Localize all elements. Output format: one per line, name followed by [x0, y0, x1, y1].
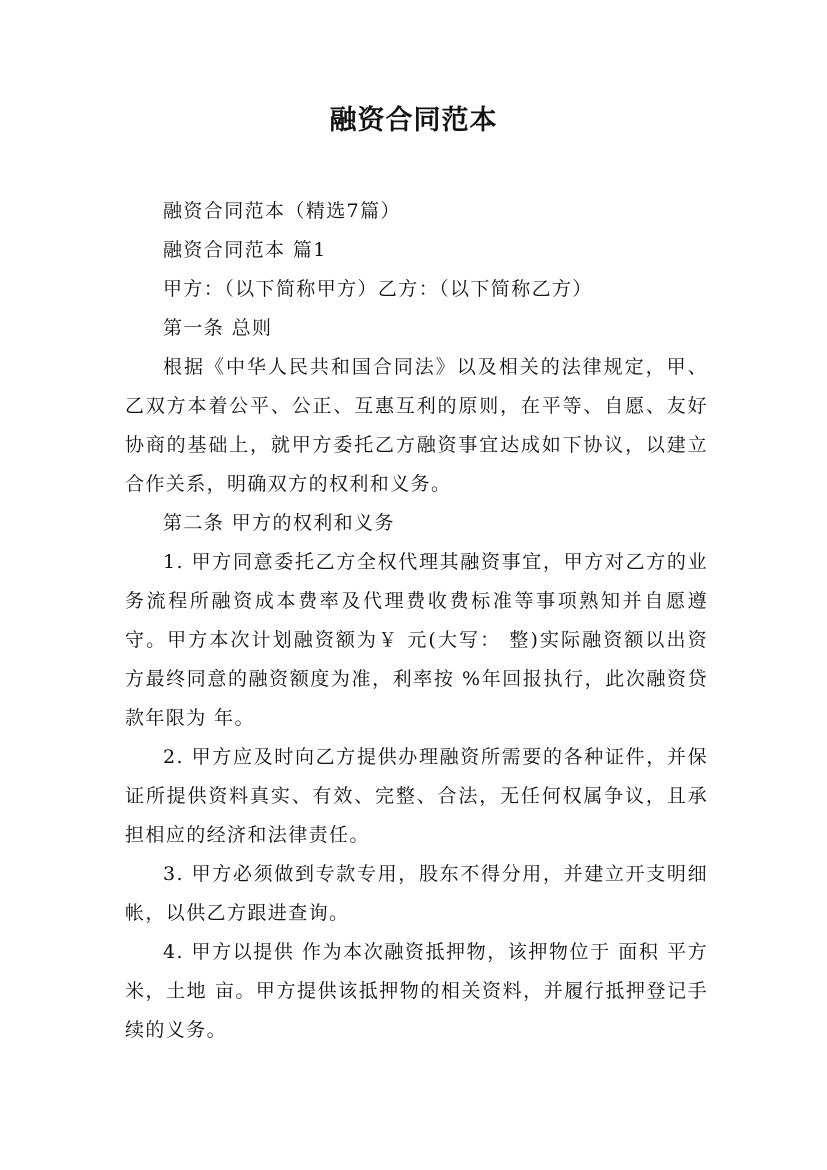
paragraph-parties: 甲方：（以下简称甲方）乙方：（以下简称乙方） — [163, 278, 593, 300]
document-body — [125, 192, 708, 1050]
paragraph-clause-2: 2. 甲方应及时向乙方提供办理融资所需要的各种证件，并保证所提供资料真实、有效、完整、合法，无任何权属争议，且承担相应的经济和法律责任。 — [125, 746, 708, 846]
document-title: 融资合同范本 — [329, 105, 498, 136]
paragraph-clause-1: 1. 甲方同意委托乙方全权代理其融资事宜，甲方对乙方的业务流程所融资成本费率及代理费收费标准等事项熟知并自愿遵守。甲方本次计划融资额为￥ 元(大写： 整)实际融资额以出资方最终同意的融资额度为准，利率按 %年回报执行，此次融资贷款年限为 年。 — [125, 551, 708, 729]
paragraph-section-heading: 融资合同范本 篇1 — [163, 239, 327, 261]
paragraph-clause-4: 4. 甲方以提供 作为本次融资抵押物，该押物位于 面积 平方米，土地 亩。甲方提供该抵押物的相关资料，并履行抵押登记手续的义务。 — [125, 941, 708, 1041]
paragraph-subtitle: 融资合同范本（精选7篇） — [163, 200, 401, 222]
paragraph-article-1-heading: 第一条 总则 — [163, 317, 273, 339]
paragraph-article-1-body: 根据《中华人民共和国合同法》以及相关的法律规定，甲、乙双方本着公平、公正、互惠互利的原则，在平等、自愿、友好协商的基础上，就甲方委托乙方融资事宜达成如下协议，以建立合作关系，明确双方的权利和义务。 — [125, 356, 708, 495]
paragraph-clause-3: 3. 甲方必须做到专款专用，股东不得分用，并建立开支明细帐，以供乙方跟进查询。 — [125, 863, 708, 924]
paragraph-article-2-heading: 第二条 甲方的权利和义务 — [163, 512, 395, 534]
